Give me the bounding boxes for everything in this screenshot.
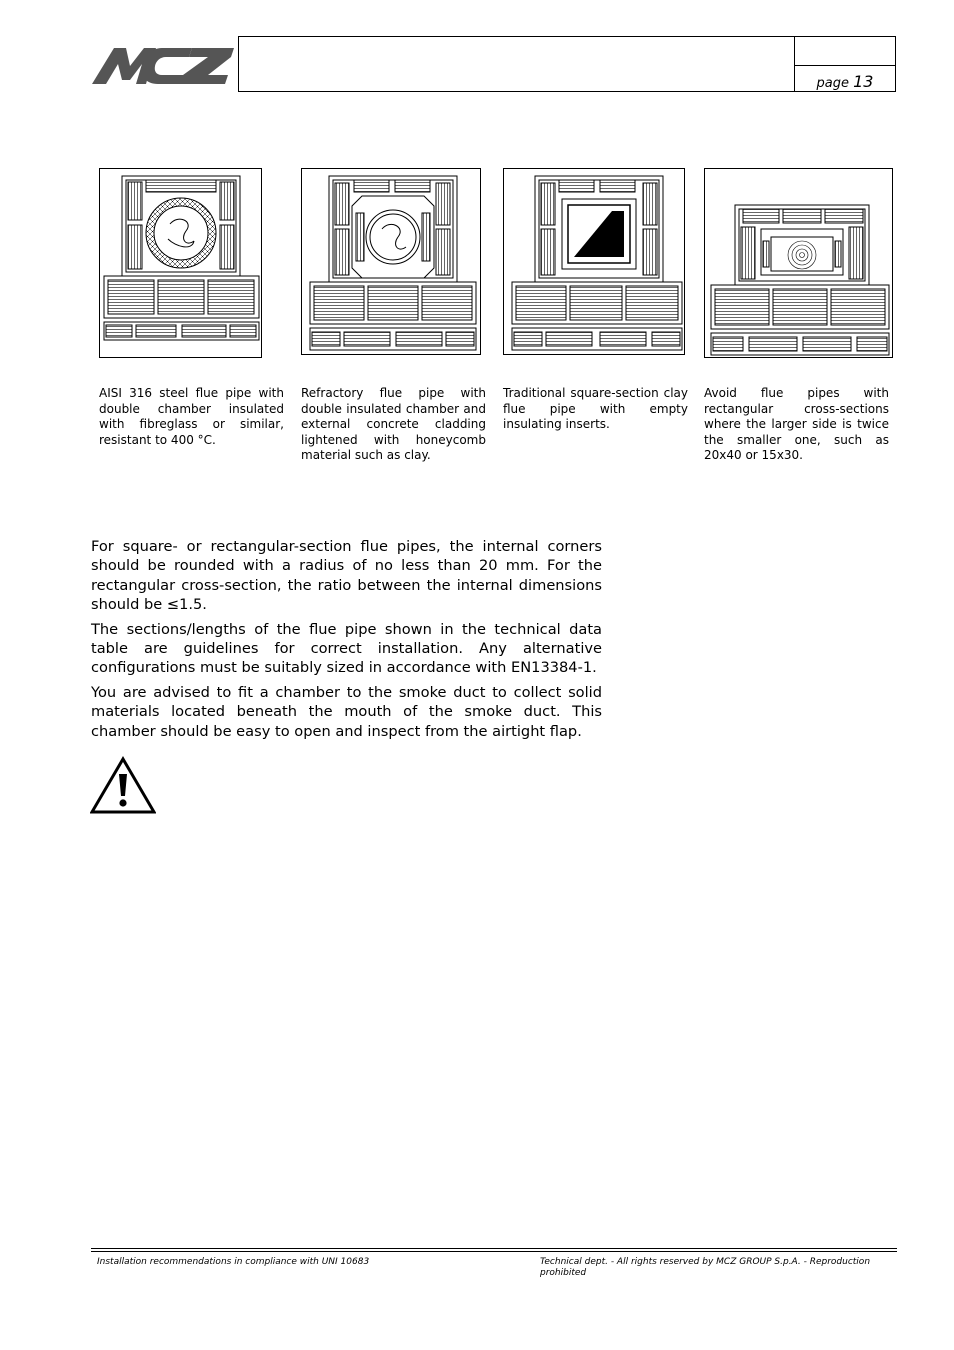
page-number-value: 13 (853, 72, 874, 91)
figure-caption-clay: Traditional square-section clay flue pipe with empty insulating inserts. (503, 386, 688, 431)
footer-right-text: Technical dept. - All rights reserved by MCZ GROUP S.p.A. - Reproduction prohibited (540, 1257, 871, 1278)
figure-caption-steel: AISI 316 steel flue pipe with double chamber insulated with fibreglass or similar, resistant to 400 °C. (99, 386, 284, 447)
paragraph-corners: For square- or rectangular-section flue pipes, the internal corners should be rounded with a radius of no less than 20 mm. For the rectangular cross-section, the ratio between the internal dimensions should be ≤1.5. (91, 538, 602, 614)
steel-flue-diagram (100, 169, 263, 359)
figure-rectangular-flue (704, 168, 893, 358)
figure-steel-flue (99, 168, 262, 358)
figure-refractory-flue (301, 168, 481, 355)
page-number (794, 72, 896, 91)
paragraph-sections: The sections/lengths of the flue pipe shown in the technical data table are guidelines for correct installation. Any alternative configurations must be suitably sized in accordance with EN13384-1. (91, 620, 602, 677)
footer-rule-inner (91, 1251, 897, 1252)
figure-caption-refractory: Refractory flue pipe with double insulated chamber and external concrete cladding lightened with honeycomb material such as clay. (301, 386, 486, 462)
rectangular-flue-diagram (705, 169, 894, 359)
footer-left-text: Installation recommendations in compliance with UNI 10683 (97, 1257, 370, 1267)
clay-flue-diagram (504, 169, 686, 356)
page-label: page (816, 76, 849, 91)
figure-caption-rectangular: Avoid flue pipes with rectangular cross-sections where the larger side is twice the smaller one, such as 20x40 or 15x30. (704, 386, 889, 462)
warning-triangle-icon (90, 756, 156, 814)
footer-rule (91, 1248, 897, 1249)
refractory-flue-diagram (302, 169, 482, 356)
body-text (91, 537, 602, 746)
figure-clay-flue (503, 168, 685, 355)
paragraph-chamber: You are advised to fit a chamber to the smoke duct to collect solid materials located beneath the mouth of the smoke duct. This chamber should be easy to open and inspect from the airtight flap. (91, 683, 602, 740)
mcz-logo (92, 44, 234, 88)
